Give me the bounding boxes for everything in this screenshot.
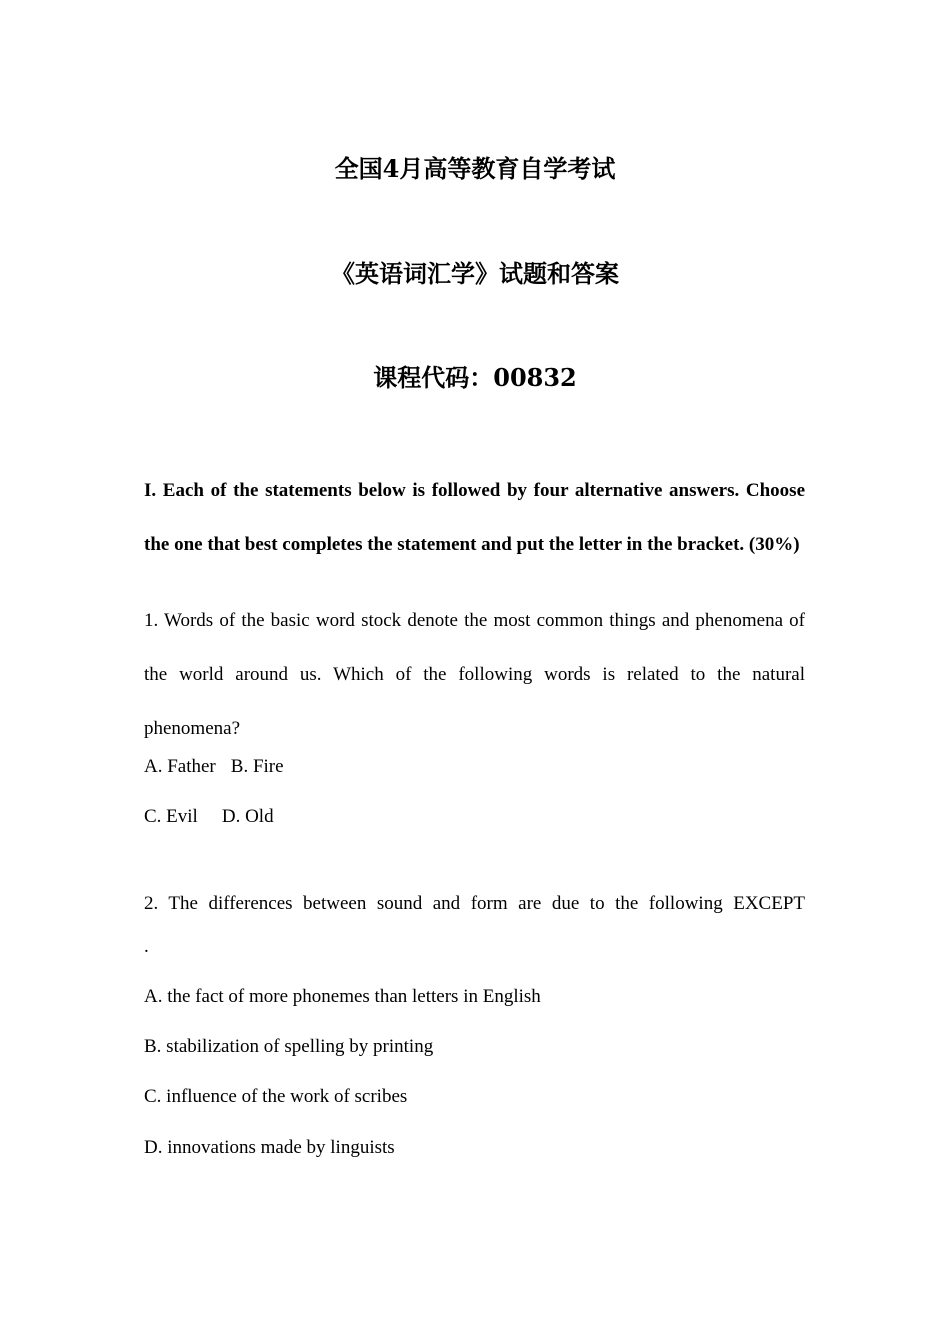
option-a: A. Father [144,756,216,777]
question-line: the world around us. Which of the following words is related to the natural [144,664,805,685]
question-2-option-a: A. the fact of more phonemes than letters in English [144,986,541,1007]
instruction-line: I. Each of the statements below is followed by four alternative answers. Choose [144,480,805,501]
exam-title: 全国4月高等教育自学考试 [334,154,616,183]
question-line: 2. The differences between sound and form are due to the following EXCEPT [144,893,805,914]
question-line: phenomena? [144,718,241,739]
section-instructions [144,464,805,572]
question-1-options-row-1 [144,755,284,779]
question-2-blank-mark: . [144,936,149,957]
question-1-stem [144,594,805,756]
question-1-options-row-2 [144,805,274,829]
instruction-line: the one that best completes the statement and put the letter in the bracket. (30%) [144,534,800,555]
exam-subtitle: 《英语词汇学》试题和答案 [331,259,619,288]
question-2-option-d: D. innovations made by linguists [144,1137,395,1158]
question-line: 1. Words of the basic word stock denote the most common things and phenomena of [144,610,805,631]
option-c: C. Evil [144,806,198,827]
option-d: D. Old [221,806,274,827]
option-b: B. Fire [230,756,284,777]
question-2-option-b: B. stabilization of spelling by printing [144,1036,434,1057]
question-2-option-c: C. influence of the work of scribes [144,1086,408,1107]
course-code: 课程代码：00832 [373,363,577,392]
question-2-stem [144,877,805,931]
